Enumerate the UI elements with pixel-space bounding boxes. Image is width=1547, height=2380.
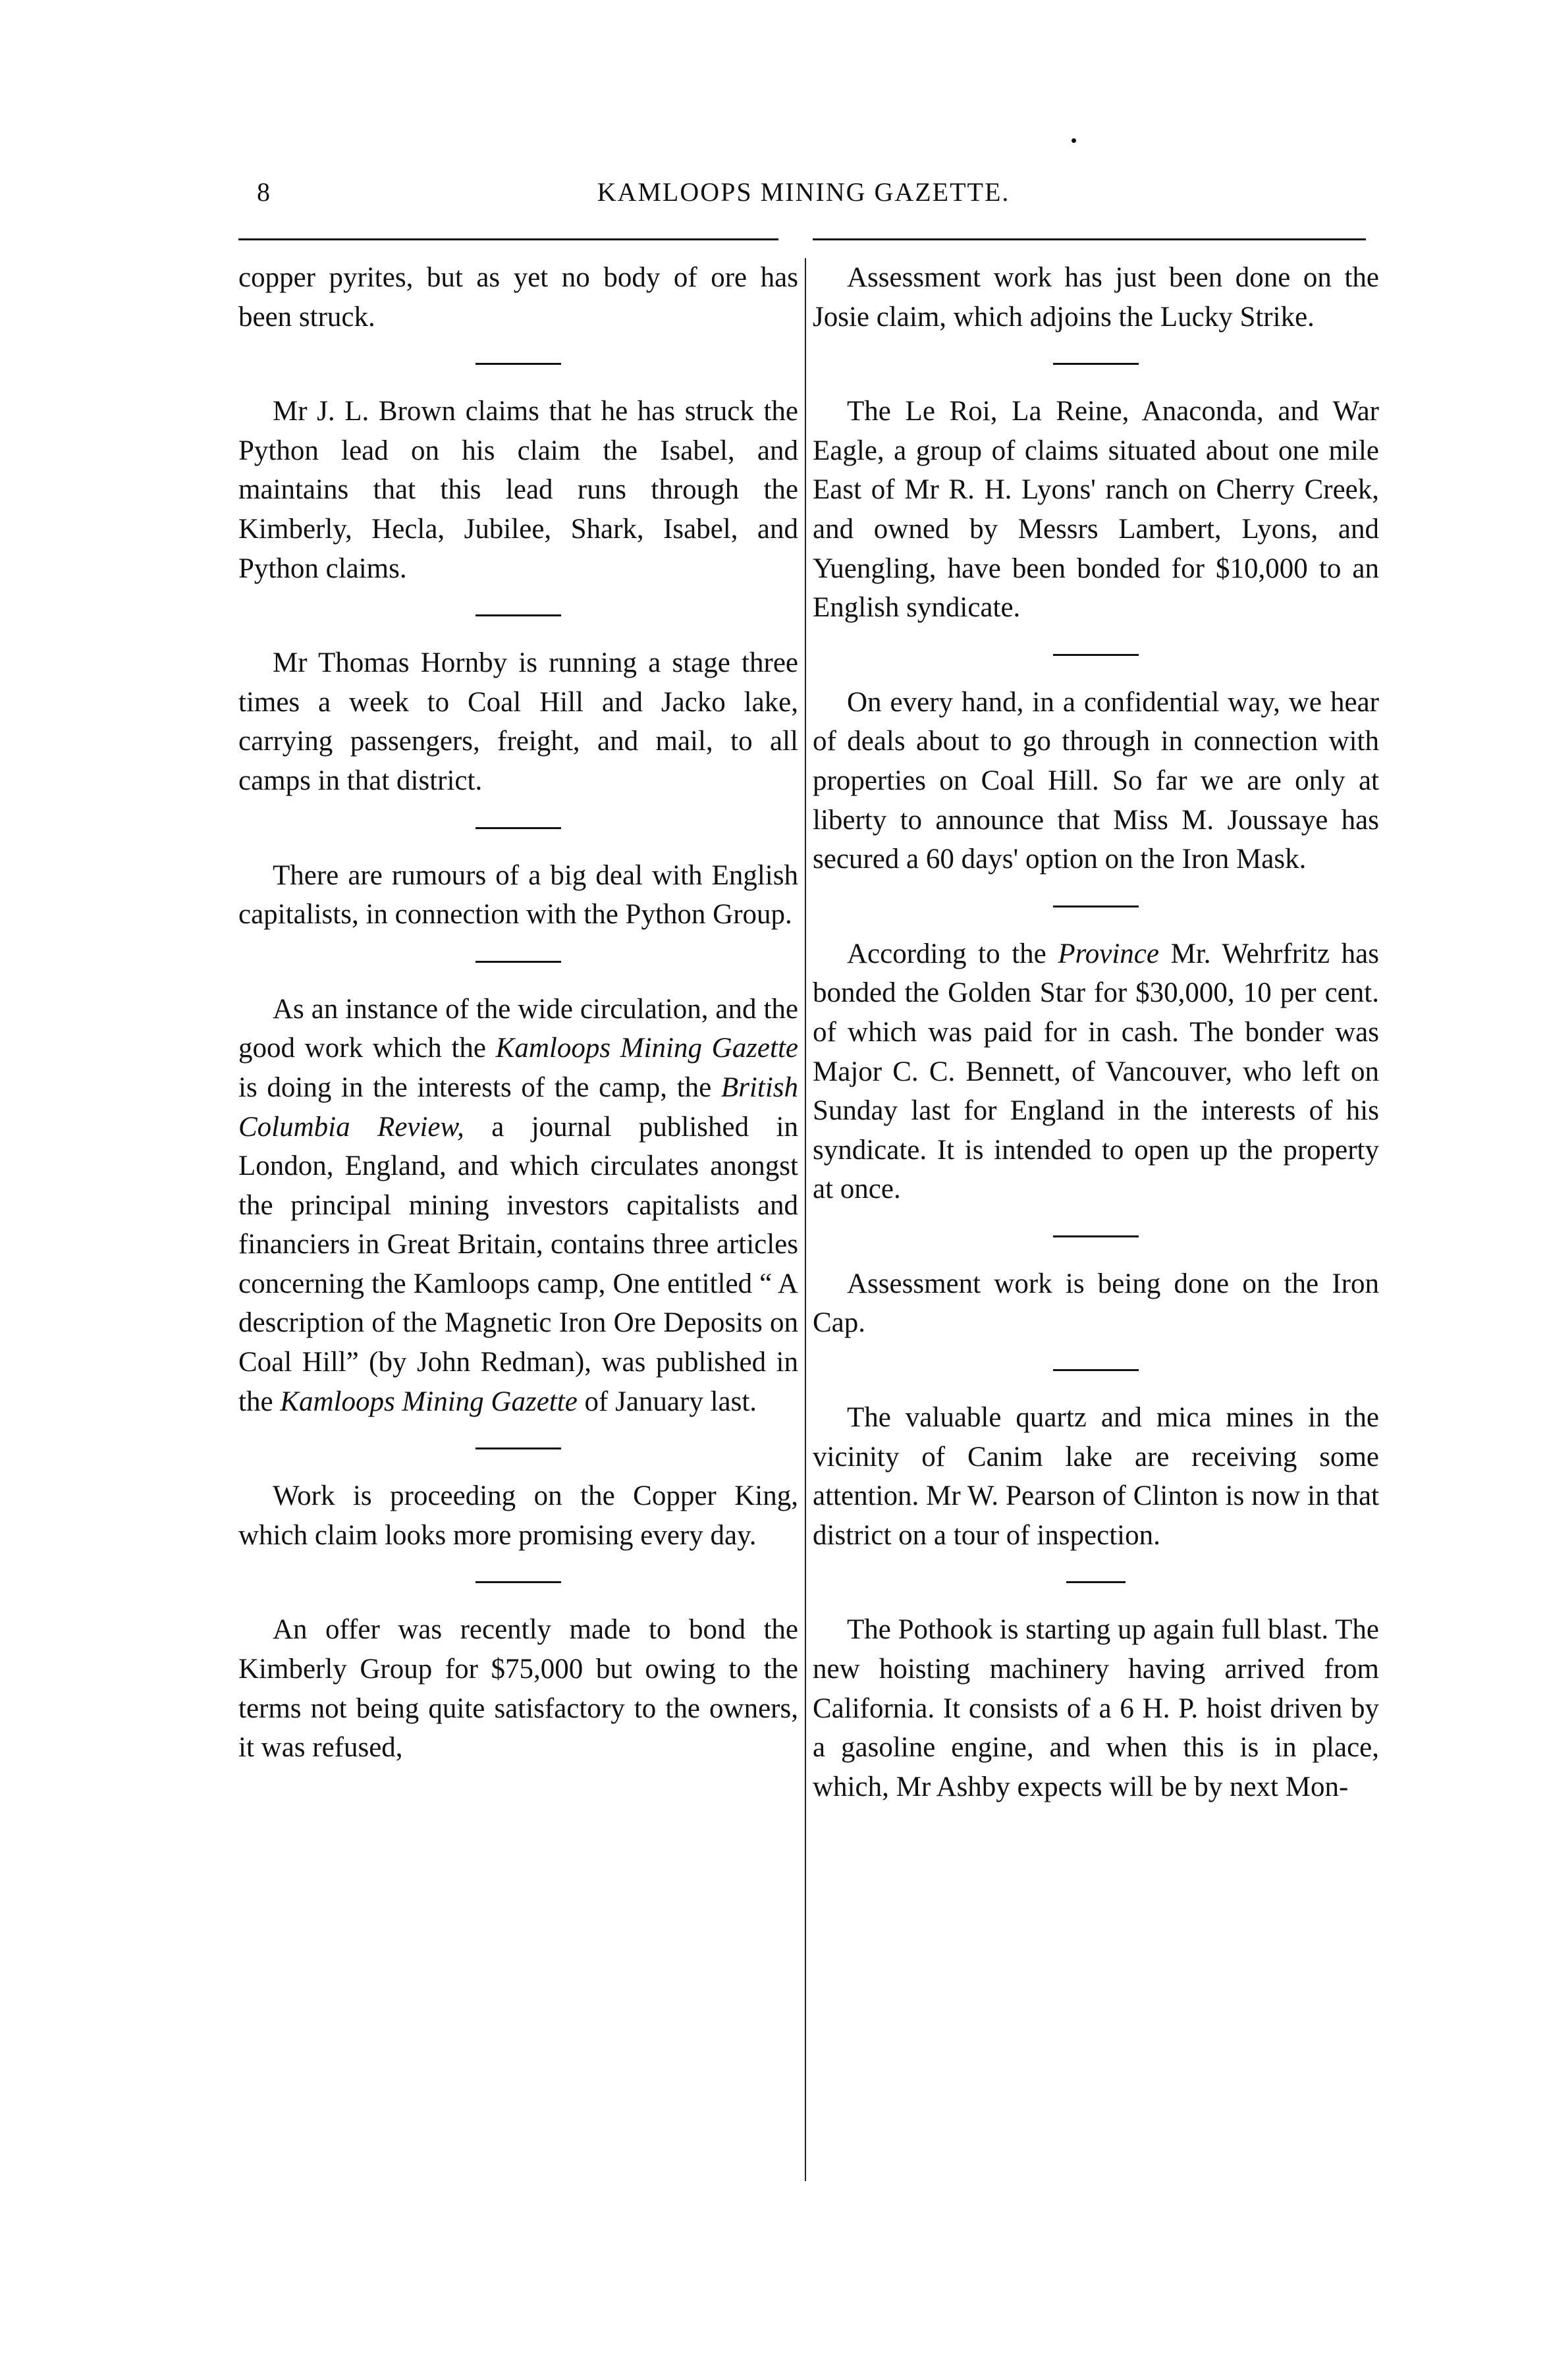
article-paragraph: According to the Province Mr. Wehrfritz has bonded the Golden Star for $30,000, 10 per cent. of which was paid for in cash. The bonder was Major C. C. Bennett, of Vancouver, who left on Sunday last for England in the interests of his syndicate. It is intended to open up the property at once. <box>813 938 1379 1205</box>
publication-title: Kamloops Mining Gazette <box>280 1386 578 1417</box>
article-separator <box>1053 1235 1139 1237</box>
article-separator <box>475 1447 561 1449</box>
article-paragraph: An offer was recently made to bond the Kimberly Group for $75,000 but owing to the terms not being quite satisfactory to the owners, it was refused, <box>238 1614 798 1764</box>
article-separator <box>1053 906 1139 907</box>
article-paragraph: As an instance of the wide circulation, and the good work which the Kamloops Mining Gazette is doing in the interests of the camp, the British Columbia Review, a journal published in London, England, and which circulates anongst the principal mining investors capitalists and financiers in Great Britain, contains three articles concerning the Kamloops camp, One entitled “ A description of the Magnetic Iron Ore Deposits on Coal Hill” (by John Redman), was published in the Kamloops Mining Gazette of January last. <box>238 993 798 1417</box>
publication-title: Province <box>1058 938 1159 969</box>
masthead-title: KAMLOOPS MINING GAZETTE. <box>597 177 1010 207</box>
header-rule-left <box>238 238 778 240</box>
article-separator <box>1053 1369 1139 1371</box>
article-paragraph: The valuable quartz and mica mines in the vicinity of Canim lake are receiving some attention. Mr W. Pearson of Clinton is now in that district on a tour of inspection. <box>813 1402 1379 1551</box>
article-separator <box>475 827 561 829</box>
article-paragraph: Assessment work is being done on the Iron Cap. <box>813 1268 1379 1339</box>
right-column <box>813 258 1379 1806</box>
page-header <box>244 176 1363 216</box>
article-paragraph: The Le Roi, La Reine, Anaconda, and War Eagle, a group of claims situated about one mile East of Mr R. H. Lyons' ranch on Cherry Creek, and owned by Messrs Lambert, Lyons, and Yuengling, have been bonded for $10,000 to an English syndicate. <box>813 396 1379 624</box>
article-paragraph: Assessment work has just been done on the Josie claim, which adjoins the Lucky Strike. <box>813 262 1379 333</box>
article-paragraph: The Pothook is starting up again full blast. The new hoisting machinery having arrived from California. It consists of a 6 H. P. hoist driven by a gasoline engine, and when this is in place, which, Mr Ashby expects will be by next Mon- <box>813 1614 1379 1802</box>
article-separator <box>1066 1581 1126 1583</box>
article-separator <box>1053 654 1139 656</box>
publication-title: British Columbia Review, <box>238 1071 798 1143</box>
article-separator <box>475 614 561 616</box>
article-paragraph: Work is proceeding on the Copper King, which claim looks more promising every day. <box>238 1480 798 1551</box>
left-column <box>238 258 798 1768</box>
article-separator <box>475 363 561 365</box>
column-divider <box>805 258 806 2181</box>
ink-speck <box>1072 138 1076 143</box>
publication-title: Kamloops Mining Gazette <box>495 1033 798 1064</box>
header-rule-right <box>813 238 1366 240</box>
article-paragraph: On every hand, in a confidential way, we hear of deals about to go through in connection with properties on Coal Hill. So far we are only at liberty to announce that Miss M. Joussaye has secured a 60 days' option on the Iron Mask. <box>813 686 1379 875</box>
article-paragraph: Mr J. L. Brown claims that he has struck the Python lead on his claim the Isabel, and maintains that this lead runs through the Kimberly, Hecla, Jubilee, Shark, Isabel, and Python claims. <box>238 396 798 584</box>
article-separator <box>475 961 561 963</box>
article-paragraph: There are rumours of a big deal with English capitalists, in connection with the Python Group. <box>238 859 798 931</box>
page-number: 8 <box>257 177 270 207</box>
article-paragraph: Mr Thomas Hornby is running a stage three times a week to Coal Hill and Jacko lake, carrying passengers, freight, and mail, to all camps in that district. <box>238 647 798 796</box>
article-separator <box>475 1581 561 1583</box>
article-paragraph: copper pyrites, but as yet no body of ore has been struck. <box>238 262 798 333</box>
article-separator <box>1053 363 1139 365</box>
